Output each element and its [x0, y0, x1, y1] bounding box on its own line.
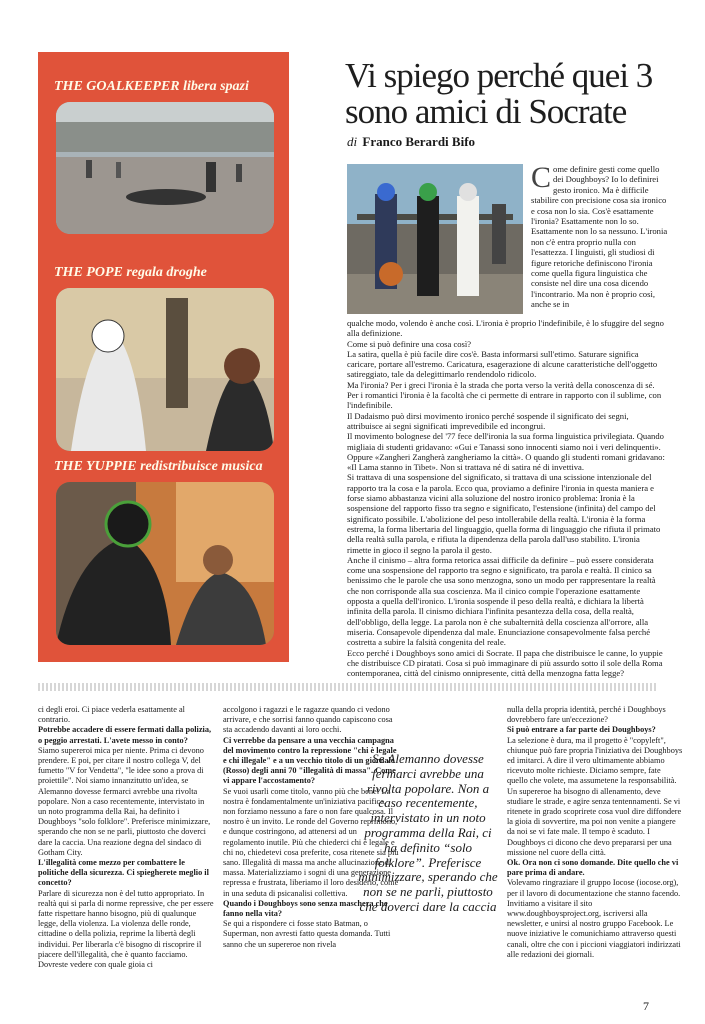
- byline: [347, 134, 475, 150]
- body-paragraph: Ma l'ironia? Per i greci l'ironia è la strada che porta verso la verità della conoscenza di sé. Per i romantici l'ironia è la facoltà che ci permette di entrare in rapporto con il sublime, con l'indefinibile.: [347, 379, 662, 411]
- main-photo: [347, 164, 523, 314]
- photo-goalkeeper: [56, 102, 274, 234]
- interview-answer: Volevamo ringraziare il gruppo Iocose (iocose.org), per il lavoro di documentazione che stanno facendo. Invitiamo a visitare il sito www.doughboysproject.org, iscriversi alla newsletter, e unirsi al nostro gruppo Facebook. Le nuove iniziative le comunichiamo attraverso questi canali, oltre che con i piccioni viaggiatori indirizzati alle redazioni dei giornali.: [507, 878, 681, 959]
- byline-author: Franco Berardi Bifo: [362, 134, 476, 149]
- interview-text: ci degli eroi. Ci piace vederla esattamente al contrario.: [38, 705, 185, 725]
- pull-quote: Se Alemanno dovesse fermarci avrebbe una rivolta popolare. Non a caso recentemente, intervistato in un noto programma della Rai, ci ha definito “solo folklore”. Preferisce minimizzare, sperando che non se ne parli, piuttosto che doverci dare la caccia: [358, 751, 498, 914]
- body-paragraph: Si trattava di una sospensione del significato, si trattava di una scissione intenzionale del rapporto tra la cosa e la parola. Ecco qua, proviamo a definire l'ironia in questa maniera e forse siamo abbastanza vicini alla soluzione del nostro ironico problema: Ironia è la sospensione del rapporto fisso tra segno e significato, l'estensione (infinita) del campo del significato possibile. L'abolizione del peso intollerabile della realtà. L'ironia è la forma estrema, la forma libertaria del linguaggio, quella forma di linguaggio che rifiuta il primato della realtà sulla parola, e rifiuta la dipendenza della parola dall'uso stabilito. L'ironia rimette in gioco il segno la parola il gesto.: [347, 472, 661, 555]
- photo-yuppie: [56, 482, 274, 645]
- interview-answer: Se vuoi usarli come titolo, vanno più che bene! La nostra è fondamentalmente un'iniziativa pacifica, non forziamo nessuno a fare o non fare qualcosa. Il nostro è un invito. Le ronde del Governo reprimono, e dunque costringono, ad attenersi ad un regolamento inutile. Più che chiederci chi è legale e chi no, chiedetevi cosa preferite, cosa ritenete sia più sano. Illegalità di massa ma anche allucinazione di massa. Materializziamo i sogni di una generazione repressa e frustrata, liberiamo il loro desiderio, come in una seduta di psicanalisi collettiva.: [223, 786, 399, 898]
- title-line-2: sono amici di Socrate: [345, 92, 627, 131]
- intro-paragraph: ome definire gesti come quello dei Doughboys? Io lo definirei gesto ironico. Ma è difficile stabilire con precisione cosa sia ironico e cosa non lo sia. Cos'è esattamente l'ironia? Esattamente non lo so. Esattamente non lo sa nessuno. L'ironia non c'è entra proprio nulla con l'esattezza. I linguisti, gli studiosi di figure retoriche definiscono l'ironia come quella figura linguistica che consiste nel dire una cosa dicendo l'incontrario. Ma non è proprio così, anche se in: [531, 164, 668, 310]
- interview-question: Ci verrebbe da pensare a una vecchia campagna del movimento contro la repressione "chi è legale e chi illegale" e a un vecchio titolo di un giornale (Rosso) degli anni 70 "illegalità di massa". Come vi appare l'accostamento?: [223, 735, 397, 786]
- body-paragraph: Come si può definire una cosa così?: [347, 338, 472, 349]
- interview-answer: Parlare di sicurezza non è del tutto appropriato. In realtà qui si parla di norme repressive, che per essere fatte rispettare hanno bisogno, più di qualunque legge, della violenza. La violenza delle ronde, cittadine o della polizia, reprime la libertà degli individui. Per liberarla c'è bisogno di riscoprire il piacere dell'illegalità, che è quanto facciamo. Dovreste vedere con quale gioia ci: [38, 888, 214, 970]
- interview-question: Si può entrare a far parte dei Doughboys?: [507, 725, 656, 735]
- section-divider: [38, 683, 658, 691]
- interview-question: Quando i Doughboys sono senza maschera che fanno nella vita?: [223, 898, 388, 919]
- body-paragraph: qualche modo, volendo è anche così. L'ironia è proprio l'indefinibile, è lo sfuggire del segno alla definizione.: [347, 318, 664, 339]
- page-number: 7: [643, 999, 649, 1013]
- caption-pope: THE POPE regala droghe: [54, 265, 207, 280]
- interview-column-1: [38, 705, 214, 1001]
- interview-question: Ok. Ora non ci sono domande. Dite quello che vi pare prima di andare.: [507, 858, 679, 878]
- drop-cap: C: [531, 161, 552, 194]
- article-body: [347, 318, 665, 678]
- interview-column-3: [507, 705, 683, 1001]
- article-title: [345, 58, 665, 130]
- interview-answer: nulla della propria identità, perché i Doughboys dovrebbero fare un'eccezione?: [507, 705, 666, 725]
- caption-yuppie: THE YUPPIE redistribuisce musica: [54, 459, 263, 474]
- interview-answer: Se qui a rispondere ci fosse stato Batman, o Superman, non avresti fatto questa domanda. Tutti sanno che un supereroe non rivela: [223, 919, 391, 949]
- body-paragraph: Il Dadaismo può dirsi movimento ironico perché sospende il significato dei segni, attribuisce ai segni significati imprevedibile ed incongrui.: [347, 410, 629, 431]
- body-paragraph: Anche il cinismo – altra forma retorica assai difficile da definire – può essere considerata come una sospensione del rapporto tra segno e significato, tra parola e realtà. Il cinico sa benissimo che le parole che usa sono menzogna, sono un modo per rappresentare la realtà che non corrisponde alla sua coscienza. Ma il cinico compie l'operazione esattamente opposta a quella dell'ironico. L'ironia sospende il peso della realtà, e dichiara la libertà infinita della parola. Il cinismo dichiara l'infinita pesantezza della cosa, della realtà, dell'obbligo, della legge. La parola non è che subalternità della coscienza all'orrore, alla miseria. Consapevole dipendenza dal male. Enunciazione consapevolmente falsa perché costretta a subire la falsità congenita del reale.: [347, 554, 656, 648]
- interview-question: Potrebbe accadere di essere fermati dalla polizia, o peggio arrestati. L'avete messo in conto?: [38, 725, 212, 745]
- byline-prefix: di: [347, 134, 358, 149]
- body-paragraph: La satira, quella è più facile dire cos'è. Basta informarsi sull'etimo. Saturare significa caricare, portare all'estremo. Caricatura, esagerazione di alcune caratteristiche dell'oggetto satireggiato, tale da delegittimarlo rendendolo ridicolo.: [347, 348, 658, 380]
- intro-text: [531, 161, 671, 310]
- photo-sidebar: [38, 52, 289, 662]
- body-paragraph: Il movimento bolognese del '77 fece dell'ironia la sua forma linguistica privilegiata. Quando migliaia di studenti gridavano: «Gui e Tanassi sono innocenti siamo noi i veri delinquenti». Oppure «Zangheri Zangherà zangheriamo la città». O quando gli studenti romani gridavano: «Il Lama stanno in Tibet». Non si trattava né di satira né di invettiva.: [347, 431, 665, 473]
- interview-answer: accolgono i ragazzi e le ragazze quando ci vedono arrivare, e che sorrisi fanno quando capiscono cosa sta accadendo davanti ai loro occhi.: [223, 705, 393, 735]
- title-line-1: Vi spiego perché quei 3: [345, 56, 653, 95]
- body-paragraph: Ecco perché i Doughboys sono amici di Socrate. Il papa che distribuisce le canne, lo yuppie che distribuisce CD piratati. Cosa si può immaginare di più assurdo sotto il sole della Roma contemporanea, città del cinismo onnipresente, città della menzogna fatta legge?: [347, 647, 663, 678]
- interview-answer: La selezione è dura, ma il progetto è "copyleft", chiunque può fare propria l'iniziativa dei Doughboys ed imitarci. A dire il vero ultimamente abbiamo ricevuto molte richieste. Diciamo sempre, fate quello che volete, ma assumetene la responsabilità. Un supereroe ha bisogno di allenamento, deve studiare le strade, e agire senza tentennamenti. Se vi ritenete in grado scoprirete cosa vuol dire diffondere la gioia di sovvertire, ma poi non venite a piangere da noi se vi fate male. Il tempo è scaduto. I Doughboys ci dicono che devo prepararsi per una missione nel cuore della città.: [507, 735, 683, 857]
- interview-answer: Siamo supereroi mica per niente. Prima ci devono prendere. E poi, per citare il nostro collega V, del fumetto "V for Vendetta", "le idee sono a prova di proiettile". Noi siamo innanzitutto un'idea, se Alemanno dovesse fermarci avrebbe una rivolta popolare. Non a caso recentemente, intervistato in un noto programma della Rai, ha definito i Doughboys "solo folklore". Preferisce minimizzare, sperando che non se ne parli, piuttosto che doverci dare la caccia. Una reazione degna del sindaco di Gotham City.: [38, 745, 211, 857]
- interview-question: L'illegalità come mezzo per combattere le politiche della sicurezza. Ci spiegherete meglio il concetto?: [38, 858, 209, 888]
- photo-pope: [56, 288, 274, 451]
- caption-goalkeeper: THE GOALKEEPER libera spazi: [54, 79, 249, 94]
